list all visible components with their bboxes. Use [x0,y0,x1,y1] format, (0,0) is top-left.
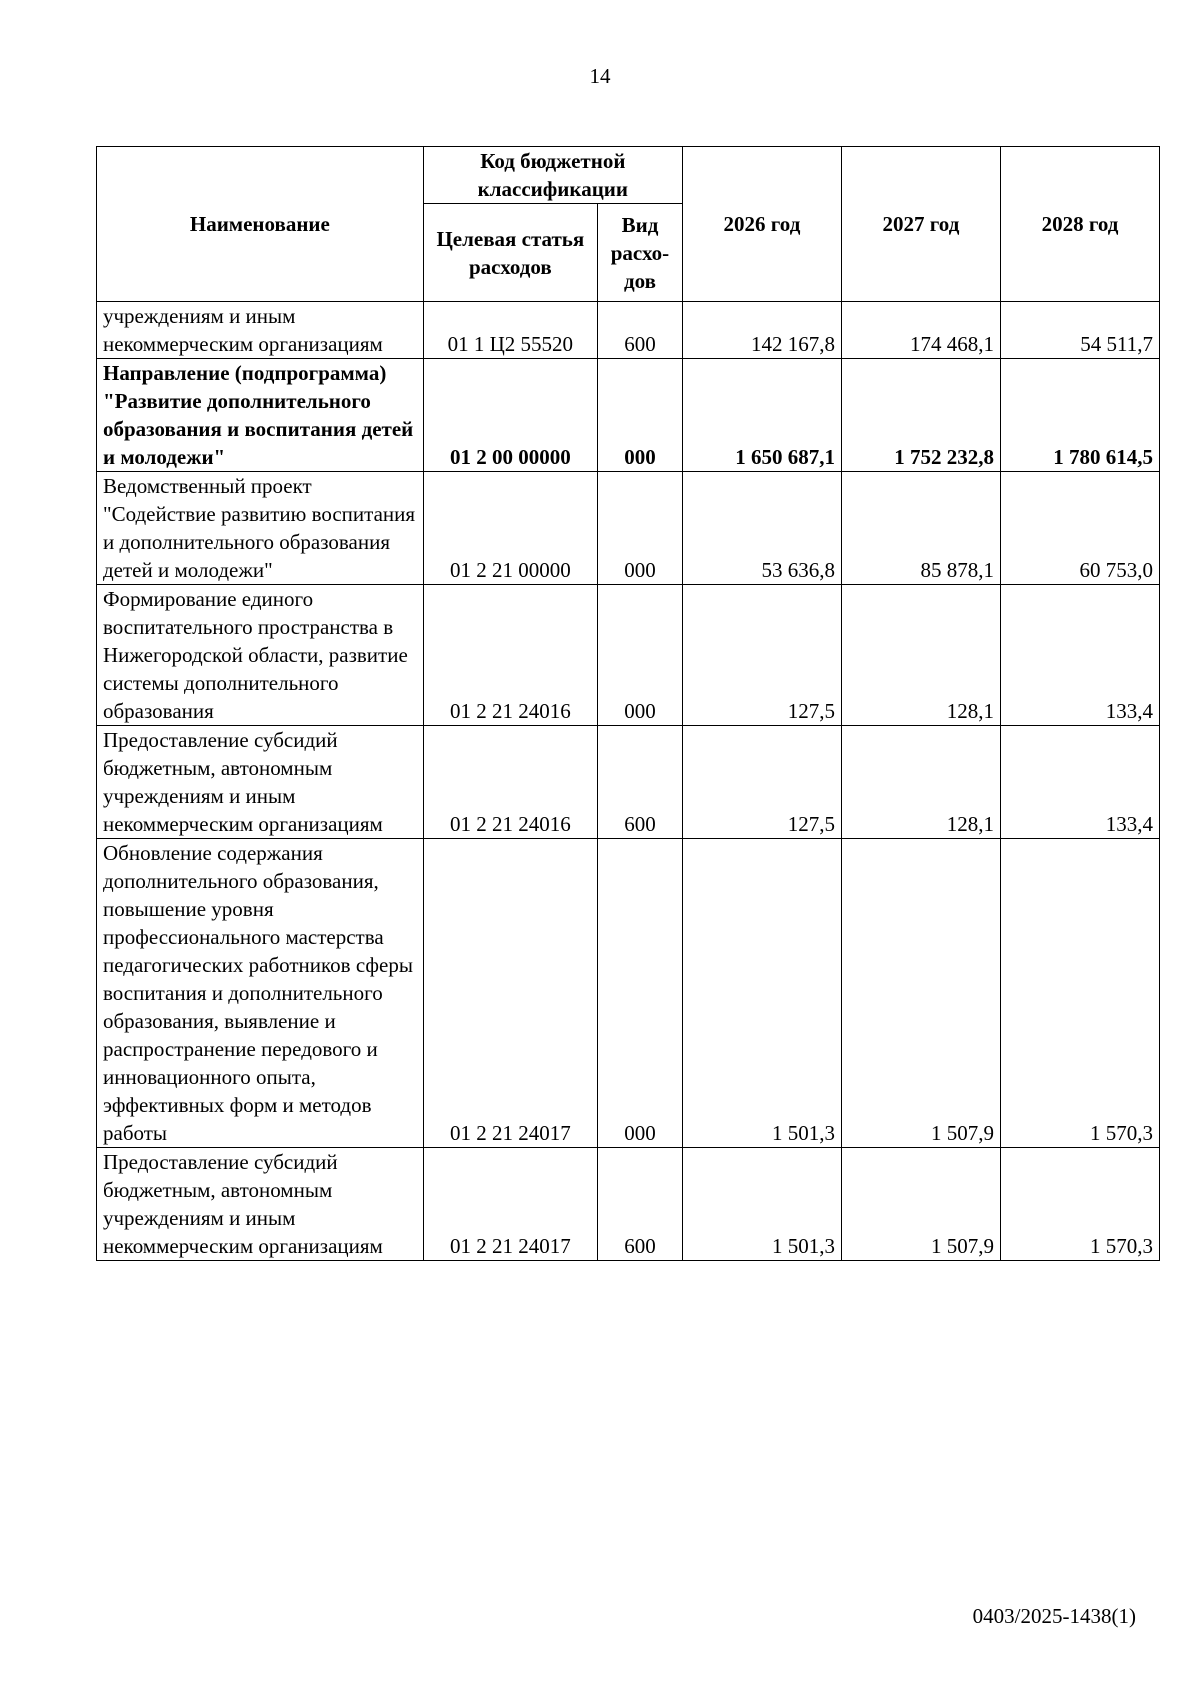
table-row [97,726,1160,839]
row-name: Предоставление субсидий бюджетным, автономным учреждениям и иным некоммерческим организациям [97,1148,424,1261]
row-2027: 128,1 [841,726,1000,839]
row-2026: 142 167,8 [682,302,841,359]
row-name: Формирование единого воспитательного пространства в Нижегородской области, развитие системы дополнительного образования [97,585,424,726]
table-row [97,302,1160,359]
row-2027: 174 468,1 [841,302,1000,359]
row-type: 000 [597,472,682,585]
row-2026: 1 501,3 [682,839,841,1148]
row-code: 01 2 00 00000 [423,359,597,472]
row-name: Обновление содержания дополнительного образования, повышение уровня профессионального мастерства педагогических работников сферы воспитания и дополнительного образования, выявление и распространение передового и инновационного опыта, эффективных форм и методов работы [97,839,424,1148]
row-code: 01 2 21 00000 [423,472,597,585]
header-target-article: Целевая статья расходов [423,204,597,302]
row-type: 000 [597,585,682,726]
row-type: 600 [597,302,682,359]
row-type: 000 [597,839,682,1148]
row-2026: 53 636,8 [682,472,841,585]
row-code: 01 2 21 24017 [423,1148,597,1261]
budget-table [96,146,1160,1261]
row-name: Предоставление субсидий бюджетным, автономным учреждениям и иным некоммерческим организациям [97,726,424,839]
page-number: 14 [589,64,611,88]
table-row [97,472,1160,585]
row-name: Направление (подпрограмма) "Развитие дополнительного образования и воспитания детей и молодежи" [97,359,424,472]
row-2028: 1 570,3 [1000,1148,1159,1261]
row-2028: 1 570,3 [1000,839,1159,1148]
row-2027: 1 507,9 [841,1148,1000,1261]
row-code: 01 2 21 24016 [423,585,597,726]
row-2028: 1 780 614,5 [1000,359,1159,472]
table-header [97,147,1160,302]
row-type: 600 [597,1148,682,1261]
table-row [97,1148,1160,1261]
row-2027: 128,1 [841,585,1000,726]
row-type: 000 [597,359,682,472]
row-2027: 1 752 232,8 [841,359,1000,472]
header-year-2026: 2026 год [682,147,841,302]
row-2026: 1 650 687,1 [682,359,841,472]
table-row [97,839,1160,1148]
row-name: учреждениям и иным некоммерческим организациям [97,302,424,359]
table-row [97,585,1160,726]
header-classification: Код бюджетной классификации [423,147,682,204]
row-type: 600 [597,726,682,839]
header-year-2028: 2028 год [1000,147,1159,302]
table-row [97,359,1160,472]
row-2026: 127,5 [682,585,841,726]
row-2026: 127,5 [682,726,841,839]
document-code: 0403/2025-1438(1) [972,1604,1136,1628]
row-code: 01 2 21 24016 [423,726,597,839]
row-code: 01 1 Ц2 55520 [423,302,597,359]
header-expense-type: Вид расхо-дов [597,204,682,302]
row-2028: 133,4 [1000,585,1159,726]
header-year-2027: 2027 год [841,147,1000,302]
row-2028: 60 753,0 [1000,472,1159,585]
header-name: Наименование [97,147,424,302]
row-name: Ведомственный проект "Содействие развитию воспитания и дополнительного образования детей и молодежи" [97,472,424,585]
row-code: 01 2 21 24017 [423,839,597,1148]
row-2028: 133,4 [1000,726,1159,839]
row-2026: 1 501,3 [682,1148,841,1261]
row-2028: 54 511,7 [1000,302,1159,359]
row-2027: 1 507,9 [841,839,1000,1148]
row-2027: 85 878,1 [841,472,1000,585]
